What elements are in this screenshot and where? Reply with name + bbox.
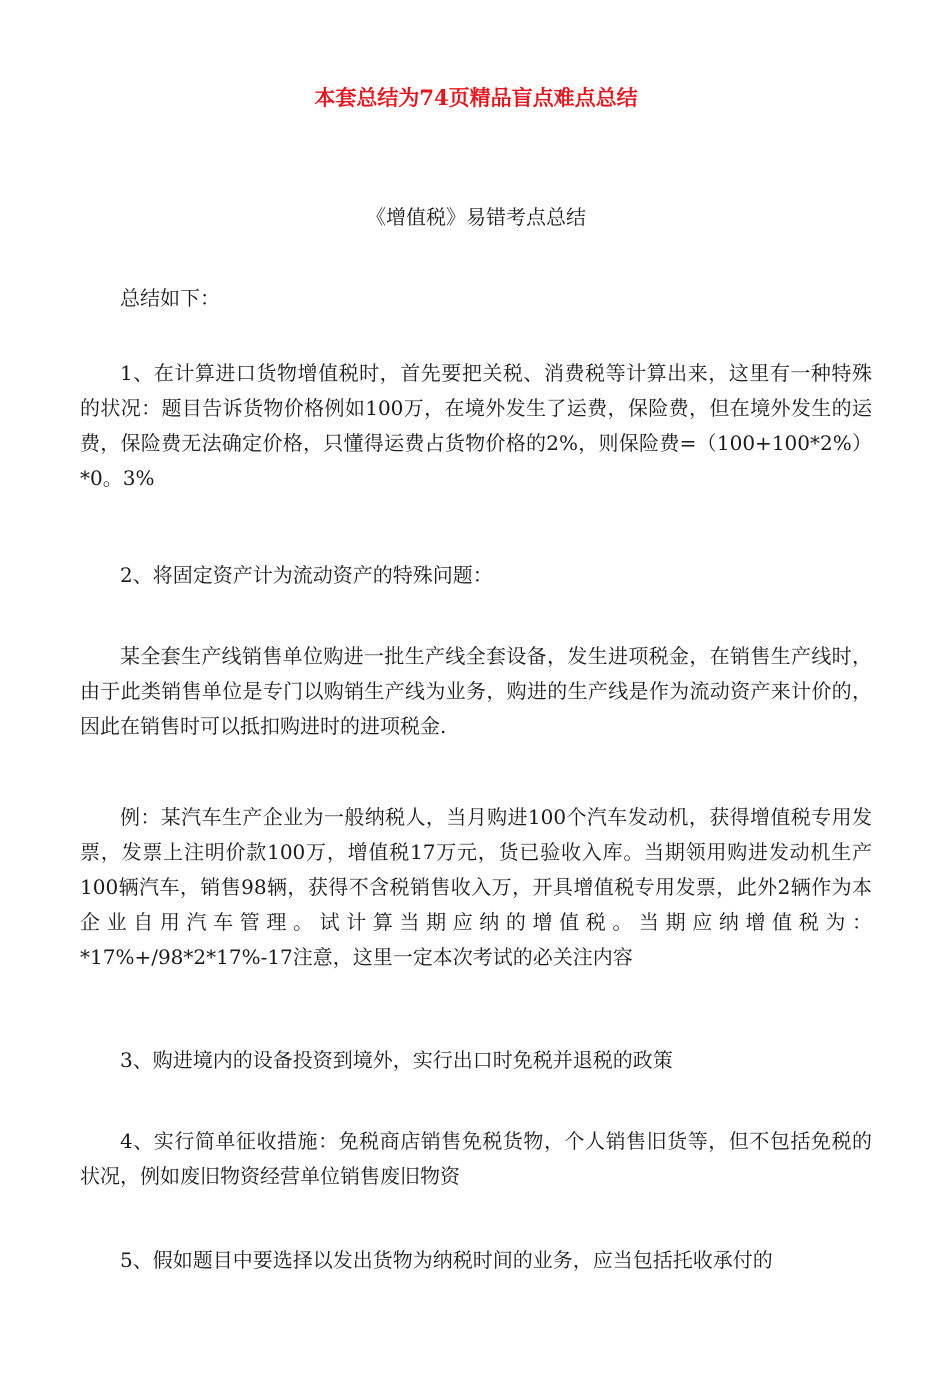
intro-paragraph: 总结如下： bbox=[120, 286, 220, 310]
point-4-paragraph: 4、实行简单征收措施：免税商店销售免税货物，个人销售旧货等，但不包括免税的状况，例如废旧物资经营单位销售废旧物资 bbox=[80, 1129, 872, 1188]
point-1-paragraph: 1、在计算进口货物增值税时，首先要把关税、消费税等计算出来，这里有一种特殊的状况：题目告诉货物价格例如100万，在境外发生了运费，保险费，但在境外发生的运费，保险费无法确定价格，只懂得运费占货物价格的2%，则保险费=（100+100*2%）*0。3% bbox=[80, 361, 872, 490]
point-3-paragraph: 3、购进境内的设备投资到境外，实行出口时免税并退税的政策 bbox=[120, 1048, 673, 1072]
promo-banner: 本套总结为74页精品盲点难点总结 bbox=[314, 85, 638, 110]
document-title: 《增值税》易错考点总结 bbox=[366, 205, 586, 229]
point-2-detail-paragraph: 某全套生产线销售单位购进一批生产线全套设备，发生进项税金，在销售生产线时，由于此类销售单位是专门以购销生产线为业务，购进的生产线是作为流动资产来计价的，因此在销售时可以抵扣购进时的进项税金. bbox=[80, 644, 872, 738]
point-2-heading: 2、将固定资产计为流动资产的特殊问题： bbox=[120, 563, 493, 587]
point-5-paragraph: 5、假如题目中要选择以发出货物为纳税时间的业务，应当包括托收承付的 bbox=[120, 1248, 773, 1272]
example-paragraph: 例：某汽车生产企业为一般纳税人，当月购进100个汽车发动机，获得增值税专用发票，发票上注明价款100万，增值税17万元，货已验收入库。当期领用购进发动机生产100辆汽车，销售98辆，获得不含税销售收入万，开具增值税专用发票，此外2辆作为本企业自用汽车管理。试计算当期应纳的增值税。当期应纳增值税为：*17%+/98*2*17%-17注意，这里一定本次考试的必关注内容 bbox=[80, 805, 872, 969]
